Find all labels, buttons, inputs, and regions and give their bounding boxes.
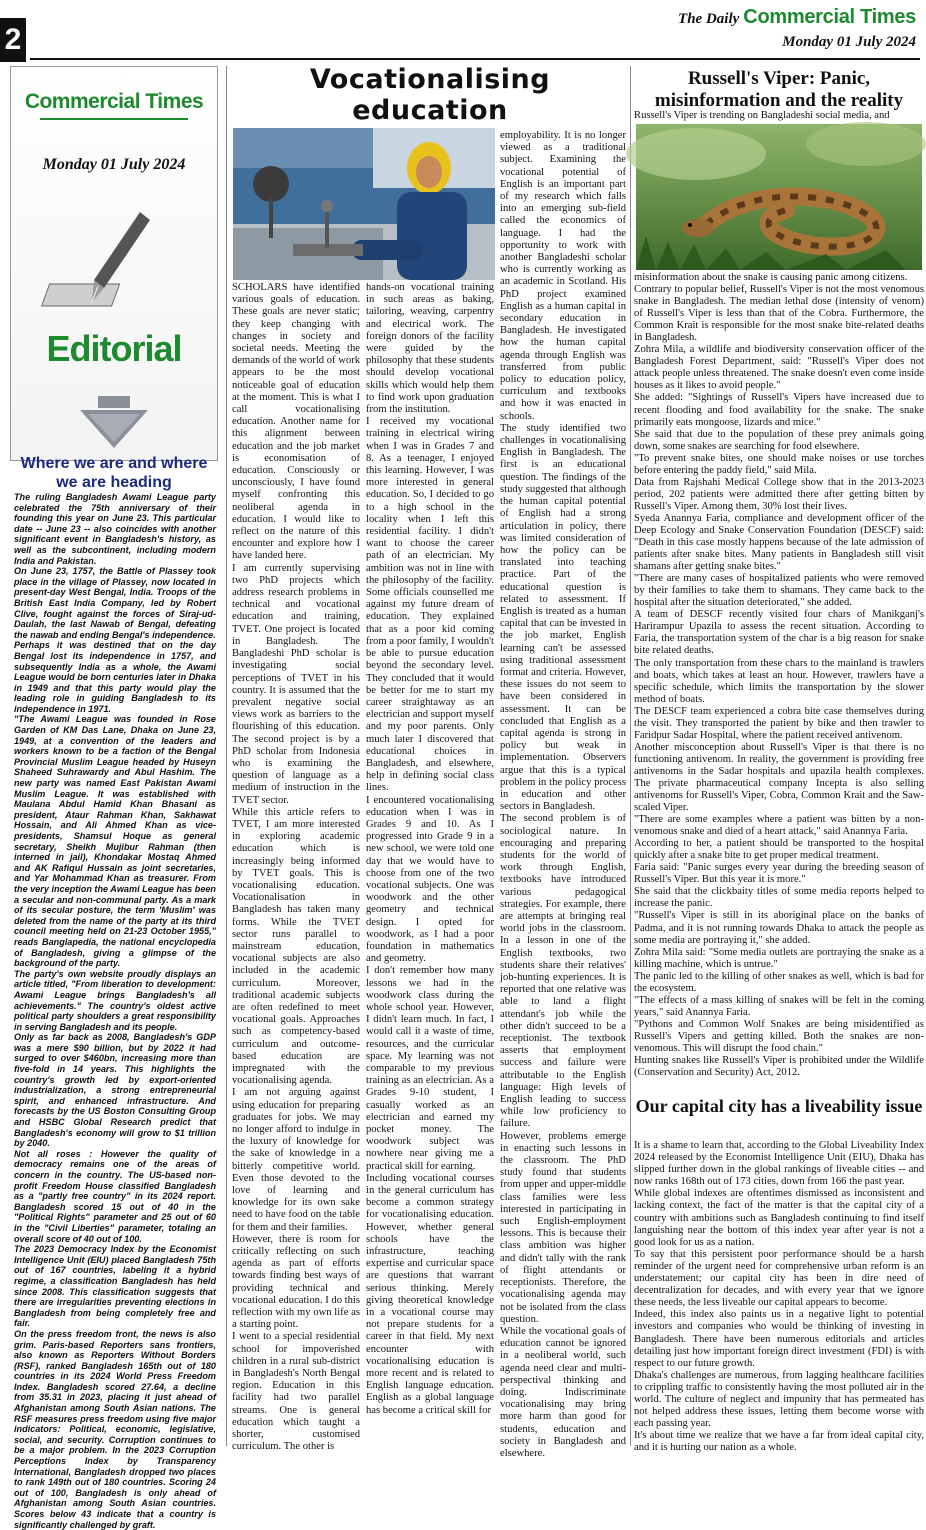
masthead-name: Commercial Times bbox=[743, 6, 916, 28]
paragraph: She added: "Sightings of Russell's Vipers have increased due to recent flooding and food availability for the snake. The snake primarily eats mongoose, lizards and mice." bbox=[634, 392, 924, 428]
paragraph: "Pythons and Common Wolf Snakes are being misidentified as Russell's Vipers and getting killed. Both the snakes are non-venomous. This will disrupt the food chain." bbox=[634, 1018, 924, 1054]
paragraph: The 2023 Democracy Index by the Economist Intelligence Unit (EIU) placed Bangladesh 75th out of 167 countries, labeling it a hybrid regime, a classification Bangladesh has held since 2008. This classification suggests that there are irregularities preventing elections in Bangladesh from being completely free and fair. bbox=[14, 1244, 216, 1329]
paragraph: Including vocational courses in the general curriculum has become a common strategy for vocationalising education. However, whether general schools have the infrastructure, teaching expertise and curricular space are questions that warrant serious thinking. Merely giving theoretical knowledge in a vocational course may not prepare students for a career in that field. My next encounter with vocationalising education is more recent and is related to English language education. English as a global language has become a critical skill for bbox=[366, 1172, 494, 1416]
paragraph: I am currently supervising two PhD projects which address research problems in technical and vocational education and training, TVET. One project is located in Bangladesh. The Bangladeshi PhD scholar is investigating social perceptions of TVET in his country. It is assumed that the prevalent negative social views work as barriers to the flourishing of this education. The second project is by a PhD scholar from Indonesia who is examining the question of language as a medium of instruction in the TVET sector. bbox=[232, 562, 360, 806]
viper-intro: Russell's Viper is trending on Bangladeshi social media, and bbox=[634, 110, 890, 121]
paragraph: misinformation about the snake is causing panic among citizens. bbox=[634, 272, 908, 283]
editorial-date: Monday 01 July 2024 bbox=[42, 156, 186, 173]
paragraph: Not all roses : However the quality of democracy remains one of the areas of concern in the country. The US-based non-profit Freedom House classified Bangladesh as a "partly free country" in its 2024 report. Bangladesh scored 15 out of 40 in the "Political Rights" parameter and 25 out of 60 in the "Civil Liberties" parameter, totaling an overall score of 40 out of 100. bbox=[14, 1148, 216, 1244]
logo-underline bbox=[40, 118, 188, 120]
paragraph: I don't remember how many lessons we had in the woodwork class during the whole school year. However, I didn't learn much. In fact, I would call it a waste of time, resources, and the curricular space. My learning was not comparable to my previous training as an electrician. As a Grades 9-10 student, I casually worked as an electrician and earned my pocket money. The woodwork subject was nowhere near giving me a practical skill for earning. bbox=[366, 965, 494, 1172]
column-divider bbox=[226, 66, 227, 1446]
paragraph: "The Awami League was founded in Rose Garden of KM Das Lane, Dhaka on June 23, 1949, at a convention of the leaders and workers known to be a faction of the Bengal Provincial Muslim League headed by Huseyn Shaheed Suhrawardy and Abul Hashim. The new party was named East Pakistan Awami Muslim League. It was established with Maulana Abdul Hamid Khan Bhasani as president, Ataur Rahman Khan, Sakhawat Hossain, and Ali Ahmed Khan as vice-presidents, Shamsul Hoque as general secretary, Sheikh Mujibur Rahman (then interned in jail), Khondakar Mostaq Ahmed and AK Rafiqul Hussain as joint secretaries, and Yar Mohammad Khan as treasurer. From the very inception the Awami League has been a secular and non-communal party. As a mark of its secular posture, the term 'Muslim' was deleted from the name of the party at its third council meeting held on 21-23 October 1955," reads Banglapedia, the national encyclopedia of Bangladesh, giving a glimpse of the background of the party. bbox=[14, 714, 216, 969]
paragraph: While the vocational goals of education cannot be ignored in a neoliberal world, such agenda need clear and multi-perspectival thinking and doing. Indiscriminate vocationalising may bring more harm than good for students, education and society in Bangladesh and elsewhere. bbox=[500, 1325, 626, 1459]
down-arrow-icon bbox=[80, 396, 148, 448]
city-article-body bbox=[634, 1140, 924, 1454]
editorial-column bbox=[10, 66, 218, 1530]
editorial-body bbox=[14, 492, 216, 1530]
paragraph: She said that due to the population of these prey animals going down, some snakes are searching for food elsewhere. bbox=[634, 428, 924, 452]
section-title: Editorial bbox=[46, 328, 182, 369]
paragraph: "The effects of a mass killing of snakes will be felt in the coming years," said Anannya Faria. bbox=[634, 994, 924, 1018]
paragraph: Syeda Anannya Faria, compliance and development officer of the Deep Ecology and Snake Conservation Foundation (DESCF) said: "Death in this case mostly happens because of the late admission of patients after snake bites. Many patients in Bangladesh still visit shamans after getting snake bites." bbox=[634, 512, 924, 573]
paragraph: Perhaps it was destined that on the day Bengal lost its independence in 1757, and subsequently India as a whole, the Awami League would be born centuries later in Dhaka in 1949 and that this party would play the leading role in guiding Bangladesh to its independence in 1971. bbox=[14, 640, 216, 714]
paragraph: Only as far back as 2008, Bangladesh's GDP was a mere $90 billion, but by 2022 it had surged to over $460bn, increasing more than five-fold in 14 years. This highlights the country's growth led by export-oriented industrialization, a strong entrepreneurial spirit, and enhanced infrastructure. And forecasts by the US Boston Consulting Group and HSBC Global Research predict that Bangladesh's economy will grow to $1 trillion by 2040. bbox=[14, 1032, 216, 1149]
paragraph: The DESCF team experienced a cobra bite case themselves during the visit. They transported the patient by bike and then trawler to Faridpur Sadar Hospital, where the patient received antivenom. bbox=[634, 705, 924, 741]
page-number: 2 bbox=[0, 18, 26, 62]
paragraph: hands-on vocational training in such areas as baking, tailoring, weaving, carpentry and electrical work. The foreign donors of the facility were guided by the philosophy that these students should develop vocational skills which would help them to find work upon graduation from the institution. bbox=[366, 282, 494, 416]
viper-headline: Russell's Viper: Panic, misinformation and the reality bbox=[654, 68, 904, 111]
paragraph: Faria said: "Panic surges every year during the breeding season of Russell's Viper. But this year it is more." bbox=[634, 862, 924, 886]
article-column-1 bbox=[232, 282, 360, 1454]
paragraph: On June 23, 1757, the Battle of Plassey took place in the village of Plassey, now located in present-day West Bengal, India. Troops of the British East India Company, led by Robert Clive, fought against the forces of Siraj-ud-Daulah, the last Nawab of Bengal, defeating the nawab and ending Bengal's independence. bbox=[14, 566, 216, 640]
paragraph: The panic led to the killing of other snakes as well, which is bad for the ecosystem. bbox=[634, 970, 924, 994]
column-divider bbox=[630, 66, 631, 1446]
paragraph: Indeed, this index also paints us in a negative light to potential investors and companies who would be thinking of investing in Bangladesh. There have been numerous editorials and articles detailing just how important foreign direct investment (FDI) is with respect to our future growth. bbox=[634, 1309, 924, 1369]
paragraph: She said that the clickbaity titles of some media reports helped to increase the panic. bbox=[634, 886, 924, 910]
article-title: Vocationalising education bbox=[309, 64, 551, 126]
paragraph: Zohra Mila said: "Some media outlets are portraying the snake as a killing machine, which is untrue." bbox=[634, 946, 924, 970]
fountain-pen-icon bbox=[70, 206, 160, 316]
paragraph: "To prevent snake bites, one should make noises or use torches before entering the paddy field," said Mila. bbox=[634, 452, 924, 476]
paragraph: It's about time we realize that we have a far from ideal capital city, and it is hurting our nation as a whole. bbox=[634, 1430, 924, 1454]
masthead-daily: The Daily bbox=[678, 11, 740, 27]
paragraph: However, problems emerge in enacting such lessons in the classroom. The PhD study found that students from upper and upper-middle class families were less interested in participating in such English-employment lessons. This is because their class ambition was higher and didn't tally with the rank of flight attendants or receptionists. Therefore, the vocationalising agenda may not be isolated from the class question. bbox=[500, 1130, 626, 1325]
paragraph: "There are many cases of hospitalized patients who were removed by their families to take them to shamans. They came back to the hospital after the situation deteriorated," she added. bbox=[634, 573, 924, 609]
paragraph: On the press freedom front, the news is also grim. Paris-based Reporters sans frontiers, also known as Reporters Without Borders (RSF), ranked Bangladesh 165th out of 180 countries in its 2024 World Press Freedom Index. Bangladesh scored 27.64, a decline from 35.31 in 2023, placing it just ahead of Afghanistan among South Asian nations. The RSF measures press freedom using five major indicators: Political, economic, legislative, social, and security. Corruption continues to be a major problem. In the 2023 Corruption Perceptions Index by Transparency International, Bangladesh dropped two places to rank 149th out of 180 countries. Scoring 24 out of 100, Bangladesh is only ahead of Afghanistan among South Asian countries. Scores below 43 indicate that a country is significantly challenged by graft. bbox=[14, 1328, 216, 1530]
paragraph: While this article refers to TVET, I am more interested in exploring academic education which is increasingly being informed by TVET goals. This is vocationalising education. Vocationalisation in Bangladesh has taken many forms. While the TVET sector runs parallel to mainstream education, vocational subjects are also included in the academic curriculum. Moreover, traditional academic subjects are often redefined to meet vocational goals. Approaches such as competency-based curriculum and outcome-based education are impregnated with the vocationalising agenda. bbox=[232, 806, 360, 1087]
paragraph: I received my vocational training in electrical wiring when I was in Grades 7 and 8. As a teenager, I enjoyed this learning. However, I was more interested in general education. So, I decided to go to a high school in the locality when I left this residential facility. I didn't want to choose the career path of an electrician. My ambition was not in line with the philosophy of the facility. Some officials counselled me against my future dream of education. They explained that as a poor kid coming from a poor family, I wouldn't be able to pursue education beyond the secondary level. They concluded that it would be better for me to start my career straightaway as an electrician and support myself and my poor parents. Only much later I discovered that educational choices in Bangladesh, and elsewhere, help in defining social class lines. bbox=[366, 416, 494, 794]
paragraph: Another misconception about Russell's Viper is that there is no functioning antivenom. In reality, the government is providing free antivenoms in the Sadar hospitals and upazila health complexes. The private pharmaceutical company Incepta is also selling antivenoms for Russell's Viper, Cobra, Common Krait and the Saw-scaled Viper. bbox=[634, 741, 924, 814]
paragraph: The second problem is of sociological nature. In encouraging and preparing students for the world of work through English, textbooks have introduced various pedagogical strategies. For example, there are attempts at bringing real world jobs in the classroom. In a lesson in one of the English textbooks, two students share their relatives' job-hunting experiences. It is reported that one relative was able to land a flight attendant's job while the other didn't succeed to be a receptionist. The textbook asserts that employment success and failure were attributable to the English language: High levels of English leading to success while low proficiency to failure. bbox=[500, 813, 626, 1130]
header-date: Monday 01 July 2024 bbox=[782, 34, 916, 50]
paragraph: It is a shame to learn that, according to the Global Liveability Index 2024 released by the Economist Intelligence Unit (EIU), Dhaka has slipped further down in the global rankings of liveable cities -- and now ranks 168th out of 173 cities, down from 166 the past year. bbox=[634, 1140, 924, 1188]
paragraph: I am not arguing against using education for preparing graduates for jobs. We may no longer afford to indulge in the luxury of knowledge for the sake of knowledge in a bitterly competitive world. Even those devoted to the love of learning and knowledge for its own sake need to have food on the table for them and their families. bbox=[232, 1087, 360, 1233]
city-headline: Our capital city has a liveability issue bbox=[635, 1096, 923, 1116]
header-rule bbox=[30, 58, 920, 60]
paragraph: The ruling Bangladesh Awami League party celebrated the 75th anniversary of their founding this year on June 23. This particular date -- June 23 -- also coincides with another significant event in Bangladesh's history, as well as the subcontinent, including modern India and Pakistan. bbox=[14, 492, 216, 566]
article-photo bbox=[233, 128, 495, 280]
snake-photo bbox=[636, 124, 922, 270]
paragraph: To say that this persistent poor performance should be a harsh reminder of the urgent need for comprehensive urban reform is an understatement; our capital city has been in dire need of decentralization for decades, and with every year that we ignore these needs, the less liveable our capital appears to become. bbox=[634, 1248, 924, 1309]
paragraph: According to her, a patient should be transported to the hospital quickly after a snake bite to get proper medical treatment. bbox=[634, 838, 924, 862]
paragraph: Hunting snakes like Russell's Viper is prohibited under the Wildlife (Conservation and Security) Act, 2012. bbox=[634, 1055, 924, 1079]
paragraph: However, there is room for critically reflecting on such agenda as part of efforts towards finding best ways of providing technical and vocational education. I do this reflection with my own life as a starting point. bbox=[232, 1233, 360, 1331]
viper-article-body bbox=[634, 272, 924, 1079]
paragraph: "There are some examples where a patient was bitten by a non-venomous snake and died of a heart attack," said Anannya Faria. bbox=[634, 814, 924, 838]
paragraph: The study identified two challenges in vocationalising English in Bangladesh. The first is an educational question. The findings of the study suggested that although the human capital potential of English had a strong articulation in policy, there was limited consideration of how the policy can be translated into teaching practice. Part of the educational question is related to assessment. If English is treated as a human capital that can be invested in the job market, English learning can't be assessed using traditional assessment format and criteria. However, these issues do not seem to have been considered in assessment. It can be concluded that English as a capital agenda is strong in policy but weak in implementation. Observers argue that this is a typical problem in the policy process in education and other sectors in Bangladesh. bbox=[500, 422, 626, 813]
paragraph: The party's own website proudly displays an article titled, "From liberation to development: Awami League brings Bangladesh's all achievements." The country's oldest active political party shoulders a great responsibility in serving Bangladesh and its people. bbox=[14, 968, 216, 1032]
paragraph: I went to a special residential school for impoverished children in a rural sub-district in Bangladesh's North Bengal region. Education in this facility had two parallel streams. One is general education which taught a shorter, customised curriculum. The other is bbox=[232, 1331, 360, 1453]
paragraph: The only transportation from these chars to the mainland is trawlers and boats, which takes at least an hour. However, trawlers have a specific schedule, which limits the transportation by the slower method of boats. bbox=[634, 657, 924, 705]
paragraph: A team of DESCF recently visited four chars of Manikganj's Harirampur Upazila to assess the recent situation. According to Faria, the transportation system of the char is a big reason for snake bite related deaths. bbox=[634, 609, 924, 657]
paragraph: Dhaka's challenges are numerous, from lagging healthcare facilities to crippling traffic to consistently having the most polluted air in the world. The culture of neglect and impunity that has permeated has not helped address these issues, letting them become worse with each passing year. bbox=[634, 1369, 924, 1430]
paragraph: Contrary to popular belief, Russell's Viper is not the most venomous snake in Bangladesh. The median lethal dose (intensity of venom) of Russell's Viper is less than that of the Cobra. Furthermore, the Common Krait is responsible for the most snake bite-related deaths in Bangladesh. bbox=[634, 284, 924, 344]
paragraph: While global indexes are oftentimes dismissed as inconsistent and lacking context, the fact of the matter is that the capital city of a country with ambitions such as Bangladesh continuing to find itself languishing near the bottom of this index year after year is not a good look for us as a nation. bbox=[634, 1188, 924, 1248]
editorial-logo: Commercial Times bbox=[24, 90, 204, 113]
masthead bbox=[678, 6, 916, 29]
article-column-3 bbox=[500, 130, 626, 1460]
paragraph: Data from Rajshahi Medical College show that in the 2013-2023 period, 202 patients were admitted there after getting bitten by Russell's Viper. Among them, 30% lost their lives. bbox=[634, 476, 924, 512]
editorial-headline: Where we are and where we are heading bbox=[20, 455, 208, 491]
paragraph: SCHOLARS have identified various goals of education. These goals are never static; they keep changing with changes in society and societal needs. Meeting the demands of the world of work appears to be the most noticeable goal of education at the moment. This is what I call vocationalising education. Another name for this alignment between education and the job market is economisation of education. Consciously or unconsciously, I have found myself confronting this neoliberal agenda in education. I would like to reflect on the nature of this encounter and explore how I have landed here. bbox=[232, 282, 360, 562]
paragraph: Zohra Mila, a wildlife and biodiversity conservation officer of the Bangladesh Forest Department, said: "Russell's Viper does not attack people unless threatened. The snake doesn't even come inside houses as it likes to avoid people." bbox=[634, 344, 924, 392]
article-column-2 bbox=[366, 282, 494, 1417]
paragraph: employability. It is no longer viewed as a traditional subject. Examining the vocational potential of English is an important part of my research which falls into an emerging sub-field called the economics of language. I had the opportunity to work with another Bangladeshi scholar who is currently working as an academic in Scotland. His PhD project examined English as a human capital in secondary education in Bangladesh. He investigated how the human capital agenda through English was transferred from public policy to education policy, curriculum and textbooks and how it was enacted in schools. bbox=[500, 130, 626, 422]
paragraph: "Russell's Viper is still in its aboriginal place on the banks of Padma, and it is not running towards Dhaka to attack the people as some media are portraying it," she added. bbox=[634, 910, 924, 946]
paragraph: I encountered vocationalising education when I was in Grades 9 and 10. As I progressed into Grade 9 in a new school, we were told one day that we would have to choose from one of the two vocational subjects. One was woodwork and the other geometry and technical design. I opted for woodwork, as I had a poor foundation in mathematics and geometry. bbox=[366, 794, 494, 965]
